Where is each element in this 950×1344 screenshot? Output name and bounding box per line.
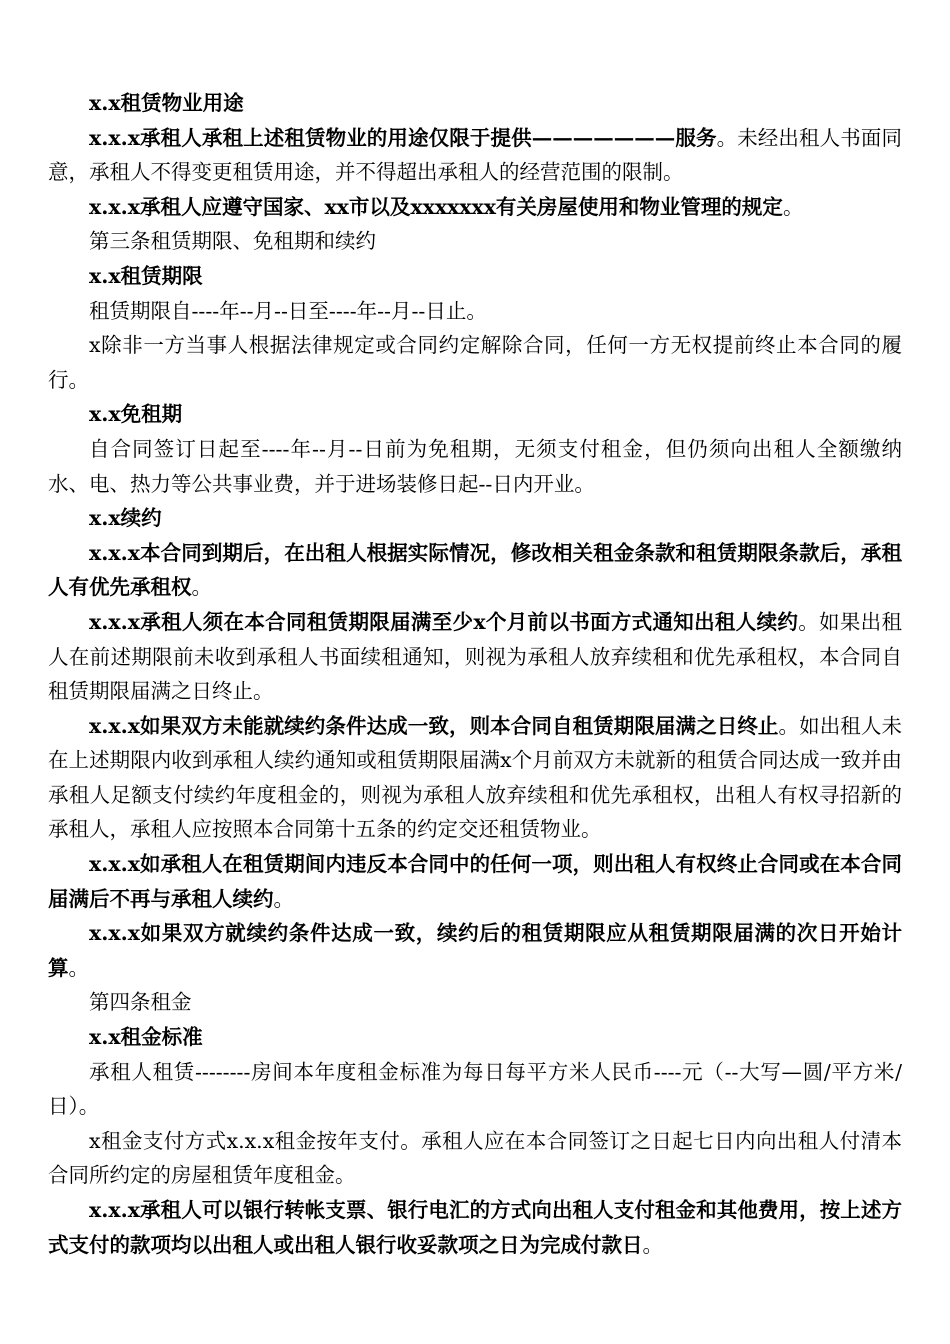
paragraph-text: 第四条租金 <box>89 990 192 1015</box>
paragraph-bold: x.x.x承租人须在本合同租赁期限届满至少x个月前以书面方式通知出租人续约 <box>89 609 799 634</box>
paragraph-text: 。未经出租人书面同意，承租人不得变更租赁用途，并不得超出承租人的经营范围的限制。 <box>48 125 902 185</box>
paragraph-text: 。 <box>642 1232 663 1257</box>
paragraph-text: 。如出租人未在上述期限内收到承租人续约通知或租赁期限届满x个月前双方未就新的租赁合同达成一致并由承租人足额支付续约年度租金的，则视为承租人放弃续租和优先承租权，出租人有权寻招新的承租人，承租人应按照本合同第十五条的约定交还租赁物业。 <box>48 713 902 842</box>
paragraph-8 <box>48 432 902 501</box>
paragraph-16 <box>48 1020 902 1055</box>
paragraph-bold: x.x.x承租人应遵守国家、xx市以及xxxxxxx有关房屋使用和物业管理的规定 <box>89 194 783 219</box>
paragraph-bold: x.x租赁物业用途 <box>89 91 244 115</box>
paragraph-12 <box>48 709 902 847</box>
paragraph-3 <box>48 224 902 259</box>
document-body <box>48 86 902 1262</box>
paragraph-bold: x.x.x承租人承租上述租赁物业的用途仅限于提供———————服务 <box>89 125 717 150</box>
paragraph-2 <box>48 190 902 225</box>
paragraph-bold: x.x.x如承租人在租赁期间内违反本合同中的任何一项，则出租人有权终止合同或在本合同届满后不再与承租人续约 <box>48 852 902 911</box>
paragraph-18 <box>48 1124 902 1193</box>
paragraph-text: 租赁期限自----年--月--日至----年--月--日止。 <box>89 298 487 323</box>
paragraph-text: 。如果出租人在前述期限前未收到承租人书面续租通知，则视为承租人放弃续租和优先承租权，本合同自租赁期限届满之日终止。 <box>48 609 902 704</box>
paragraph-bold: x.x.x如果双方就续约条件达成一致，续约后的租赁期限应从租赁期限届满的次日开始计算 <box>48 921 902 980</box>
paragraph-text: x除非一方当事人根据法律规定或合同约定解除合同，任何一方无权提前终止本合同的履行。 <box>48 333 902 392</box>
paragraph-6 <box>48 328 902 397</box>
paragraph-1 <box>48 121 902 190</box>
paragraph-text: 。 <box>68 955 89 980</box>
paragraph-bold: x.x免租期 <box>89 402 183 427</box>
paragraph-bold: x.x.x本合同到期后，在出租人根据实际情况，修改相关租金条款和租赁期限条款后，承租人有优先承租权 <box>48 540 902 600</box>
paragraph-11 <box>48 605 902 709</box>
paragraph-7 <box>48 397 902 432</box>
paragraph-text: 。 <box>782 194 804 219</box>
paragraph-4 <box>48 259 902 294</box>
paragraph-bold: x.x租赁期限 <box>89 263 203 288</box>
paragraph-14 <box>48 916 902 985</box>
paragraph-text: 自合同签订日起至----年--月--日前为免租期，无须支付租金，但仍须向出租人全额缴纳水、电、热力等公共事业费，并于进场装修日起--日内开业。 <box>48 436 902 496</box>
paragraph-17 <box>48 1055 902 1124</box>
paragraph-bold: x.x.x承租人可以银行转帐支票、银行电汇的方式向出租人支付租金和其他费用，按上述方式支付的款项均以出租人或出租人银行收妥款项之日为完成付款日 <box>48 1198 902 1257</box>
paragraph-13 <box>48 847 902 916</box>
paragraph-5 <box>48 294 902 329</box>
paragraph-bold: x.x租金标准 <box>89 1025 203 1050</box>
paragraph-9 <box>48 501 902 536</box>
paragraph-bold: x.x续约 <box>89 506 162 531</box>
paragraph-10 <box>48 536 902 605</box>
paragraph-15 <box>48 985 902 1020</box>
paragraph-text: x租金支付方式x.x.x租金按年支付。承租人应在本合同签订之日起七日内向出租人付清本合同所约定的房屋租赁年度租金。 <box>48 1128 902 1188</box>
paragraph-text: 。 <box>273 886 294 911</box>
paragraph-bold: x.x.x如果双方未能就续约条件达成一致，则本合同自租赁期限届满之日终止 <box>89 713 779 738</box>
paragraph-19 <box>48 1193 902 1262</box>
paragraph-text: 第三条租赁期限、免租期和续约 <box>89 229 376 254</box>
paragraph-0 <box>48 86 902 121</box>
paragraph-text: 承租人租赁--------房间本年度租金标准为每日每平方米人民币----元（--大写—圆/平方米/日）。 <box>48 1059 902 1119</box>
paragraph-text: 。 <box>191 575 212 600</box>
